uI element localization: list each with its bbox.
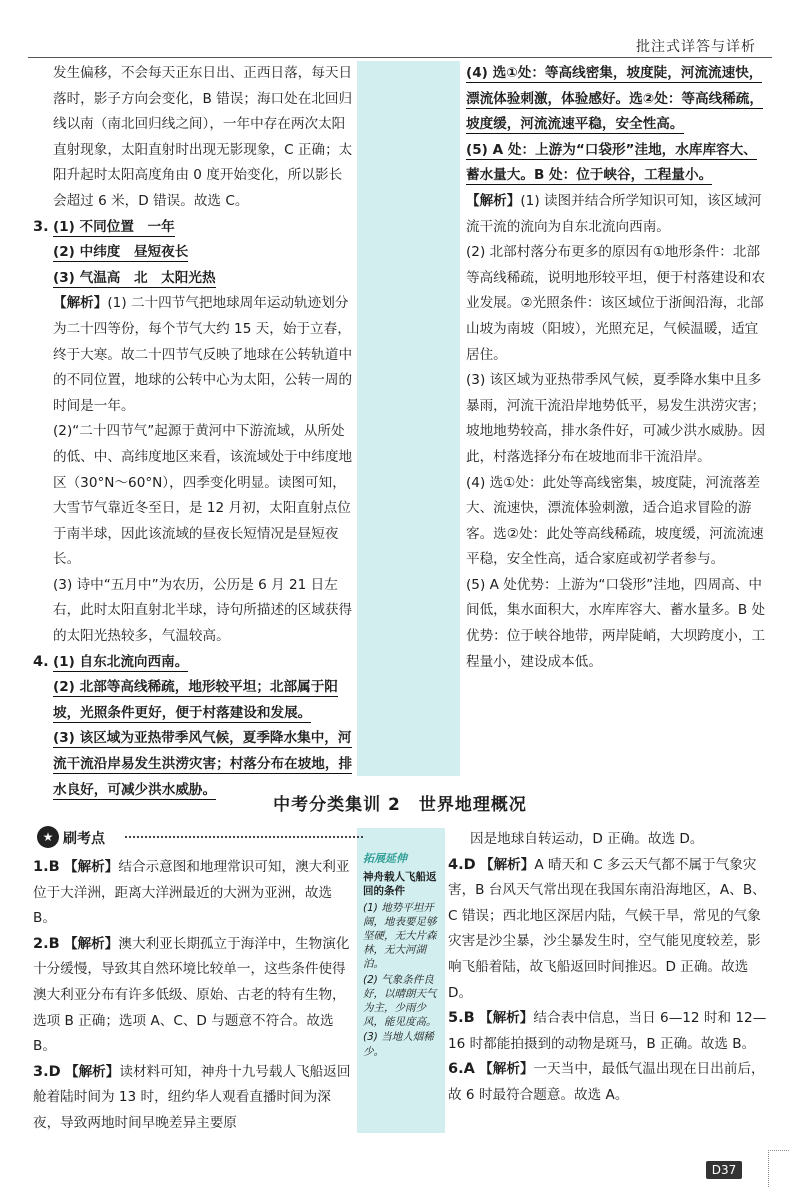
page-header-title: 批注式详答与详析 [636, 39, 756, 55]
q4-analysis-4: (4) 选①处：此处等高线密集，坡度陡，河流落差大、流速快，漂流体验刺激，适合追求冒险的游客。选②处：此处等高线稀疏，坡度缓，河流流速平稳，安全性高，适合家庭或初学者参与。 [466, 474, 764, 568]
answer-letter: B [48, 935, 60, 952]
extension-item: (1) 地势平坦开阔，地表要足够坚硬，无大片森林，无大河湖泊。 [363, 901, 437, 971]
corner-decoration [768, 1150, 789, 1187]
left-column-top [33, 61, 355, 803]
answer-letter: B [463, 1010, 475, 1027]
q3-analysis-1: 【解析】(1) 二十四节气把地球周年运动轨迹划分为二十四等份，每个节气大约 15 天，始于立春，终于大寒。故二十四节气反映了地球在公转轨道中的不同位置，地球的公转中心为太阳，公转一周的时间是一年。 [53, 295, 353, 414]
extension-tag: 拓展延伸 [363, 852, 407, 865]
right-column-bottom [448, 827, 770, 1109]
q4-analysis-2: (2) 北部村落分布更多的原因有①地形条件：北部等高线稀疏，说明地形较平坦，便于村落建设和农业发展。②光照条件：该区域位于浙闽沿海，北部山坡为南坡（阳坡），光照充足，气候温暖，适宜居住。 [466, 244, 766, 363]
q3-analysis-2: (2)“二十四节气”起源于黄河中下游流域，从所处的低、中、高纬度地区来看，该流域处于中纬度地区（30°N～60°N），四季变化明显。读图可知，大雪节气靠近冬至日，是 12 月初，太阳直射点位于南半球，因此该流域的昼夜长短情况是昼短夜长。 [53, 423, 353, 568]
star-icon: ★ [37, 826, 59, 848]
badge-label: 刷考点 [63, 831, 105, 847]
analysis-tag: 【解析】 [53, 295, 108, 312]
answer-letter: D [48, 1063, 61, 1080]
continued-paragraph: 发生偏移，不会每天正东日出、正西日落，每天日落时，影子方向会变化，B 错误；海口处在北回归线以南（南北回归线之间），一年中存在两次太阳直射现象，太阳直射时出现无影现象，C 正确；太阳升起时太阳高度角由 0 度开始变化，所以影长会超过 6 米，D 错误。故选 C。 [53, 65, 353, 209]
q4-analysis-5: (5) A 处优势：上游为“口袋形”洼地，四周高、中间低，集水面积大，水库库容大、蓄水量多。B 处优势：位于峡谷地带，两岸陡峭，大坝跨度小，工程量小，建设成本低。 [466, 576, 766, 670]
q3-item: 3.D 【解析】读材料可知，神舟十九号载人飞船返回舱着陆时间为 13 时，纽约华人观看直播时间为深夜，导致两地时间早晚差异主要原 [33, 1063, 351, 1131]
q4-answer-3: (3) 该区域为亚热带季风气候，夏季降水集中，河流干流沿岸易发生洪涝灾害；村落分布在坡地，排水良好，可减少洪水威胁。 [53, 730, 353, 798]
q3-number: 3. [33, 218, 49, 235]
q2-item: 2.B 【解析】澳大利亚长期孤立于海洋中，生物演化十分缓慢，导致其自然环境比较单一，这些条件使得澳大利亚分布有许多低级、原始、古老的特有生物，选项 B 正确；选项 A、C、D 与题意不符合。故选 B。 [33, 935, 350, 1055]
q4-answer-4: (4) 选①处：等高线密集，坡度陡，河流流速快，漂流体验刺激，体验感好。选②处：等高线稀疏，坡度缓，河流流速平稳，安全性高。 [466, 65, 763, 133]
q4-analysis-1: 【解析】(1) 读图并结合所学知识可知，该区域河流干流的流向为自东北流向西南。 [466, 192, 762, 235]
answer-letter: D [463, 856, 476, 873]
q3-analysis-3: (3) 诗中“五月中”为农历，公历是 6 月 21 日左右，此时太阳直射北半球，诗句所描述的区域获得的太阳光热较多，气温较高。 [53, 576, 353, 645]
left-column-bottom [33, 855, 355, 1137]
extension-note [363, 852, 443, 1060]
section-title: 中考分类集训 2 世界地理概况 [273, 795, 527, 815]
q5-item: 5.B 【解析】结合表中信息，当日 6—12 时和 12—16 时都能拍摄到的动物是斑马，B 正确。故选 B。 [448, 1010, 767, 1052]
q4-item: 4.D 【解析】A 晴天和 C 多云天气都不属于气象灾害，B 台风天气常出现在我国东南沿海地区，A、B、C 错误；西北地区深居内陆，气候干旱，常见的气象灾害是沙尘暴，沙尘暴发生时，空气能见度较差，影响飞船着陆，故飞船返回时间推迟。D 正确。故选 D。 [448, 856, 766, 1001]
q6-item: 6.A 【解析】一天当中，最低气温出现在日出前后，故 6 时最符合题意。故选 A。 [448, 1061, 765, 1103]
answer-letter: B [48, 859, 60, 875]
q1-item: 1.B 【解析】结合示意图和地理常识可知，澳大利亚位于大洋洲，距离大洋洲最近的大洲为亚洲，故选 B。 [33, 859, 350, 927]
q3-answer-3: (3) 气温高 北 太阳光热 [53, 269, 216, 286]
q4-analysis-3: (3) 该区域为亚热带季风气候，夏季降水集中且多暴雨，河流干流沿岸地势低平，易发生洪涝灾害；坡地地势较高，排水条件好，可减少洪水威胁。因此，村落选择分布在坡地而非干流沿岸。 [466, 372, 766, 465]
q4-answer-1: 4. (1) 自东北流向西南。 [33, 653, 189, 670]
extension-item: (3) 当地人烟稀少。 [363, 1031, 434, 1058]
extension-title: 神舟载人飞船返回的条件 [363, 871, 437, 898]
practice-badge [37, 826, 363, 848]
q4-answer-5: (5) A 处：上游为“口袋形”洼地，水库库容大、蓄水量大。B 处：位于峡谷，工程量小。 [466, 141, 757, 184]
analysis-tag: 【解析】 [466, 192, 521, 209]
dotted-divider [125, 836, 363, 838]
q4-number: 4. [33, 653, 49, 670]
margin-band-top [357, 61, 460, 776]
q3-answer-2: (2) 中纬度 昼短夜长 [53, 244, 189, 261]
right-column-top [466, 61, 766, 675]
page-number: D37 [706, 1161, 742, 1179]
answer-letter: A [463, 1061, 475, 1078]
q4-answer-2: (2) 北部等高线稀疏，地形较平坦；北部属于阳坡，光照条件更好，便于村落建设和发展。 [53, 679, 338, 721]
extension-item: (2) 气象条件良好，以晴朗天气为主，少雨少风，能见度高。 [363, 973, 437, 1029]
q3-answer-1: 3. (1) 不同位置 一年 [33, 218, 175, 235]
q3-continued: 因是地球自转运动，D 正确。故选 D。 [470, 831, 704, 847]
header-divider [28, 57, 772, 58]
